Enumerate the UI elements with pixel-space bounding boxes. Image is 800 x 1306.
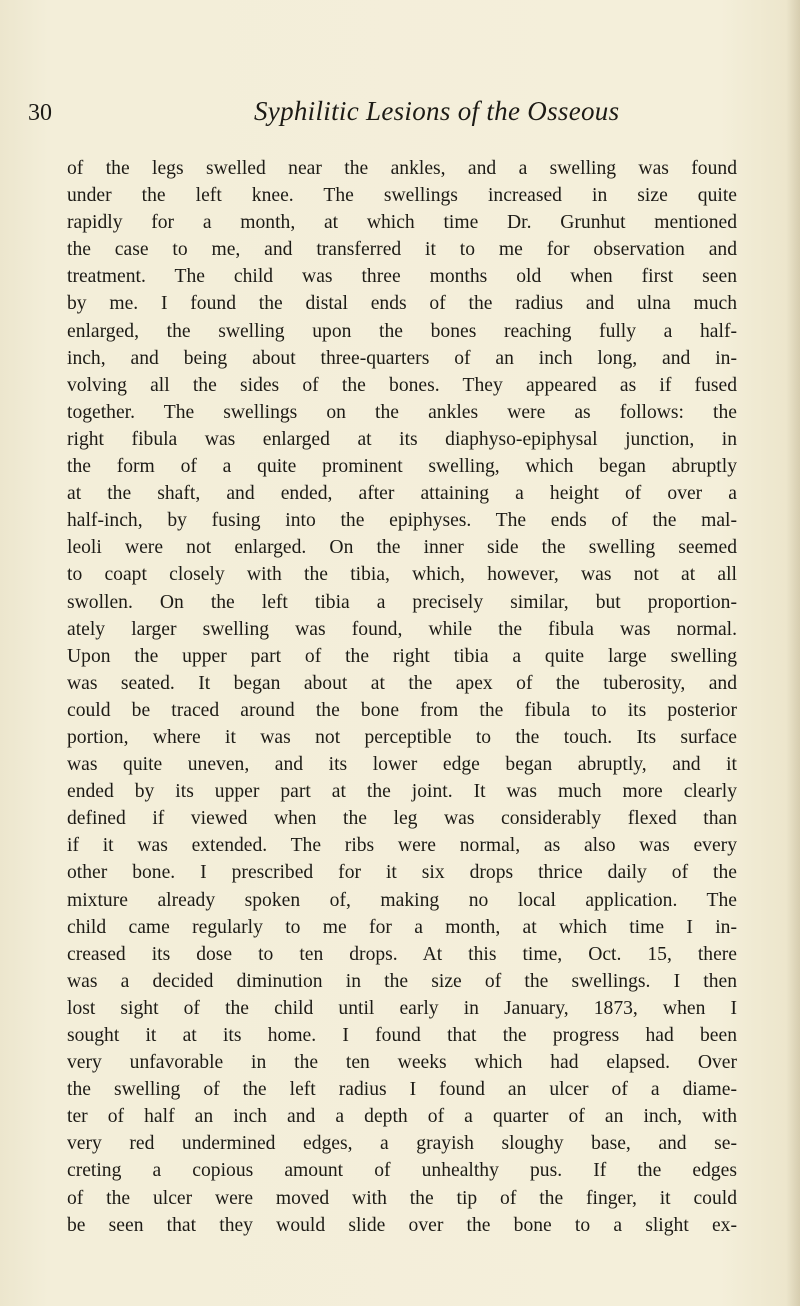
text-line: the swelling of the left radius I found an ulcer of a diame- (67, 1079, 737, 1101)
text-line: at the shaft, and ended, after attaining a height of over a (67, 483, 737, 505)
text-line: of the ulcer were moved with the tip of the finger, it could (67, 1187, 737, 1209)
text-line: by me. I found the distal ends of the radius and ulna much (67, 293, 737, 315)
text-line: if it was extended. The ribs were normal, as also was every (67, 835, 737, 857)
text-line: swollen. On the left tibia a precisely similar, but proportion- (67, 591, 737, 613)
text-line: ter of half an inch and a depth of a quarter of an inch, with (67, 1106, 737, 1128)
page-number: 30 (28, 100, 52, 126)
text-line: treatment. The child was three months old when first seen (67, 266, 737, 288)
text-line: portion, where it was not perceptible to the touch. Its surface (67, 726, 737, 748)
text-line: could be traced around the bone from the fibula to its posterior (67, 699, 737, 721)
text-line: sought it at its home. I found that the progress had been (67, 1025, 737, 1046)
text-line: enlarged, the swelling upon the bones reaching fully a half- (67, 320, 737, 342)
text-line: was seated. It began about at the apex of the tuberosity, and (67, 672, 737, 694)
text-line: ately larger swelling was found, while the fibula was normal. (67, 618, 737, 640)
text-line: was quite uneven, and its lower edge began abruptly, and it (67, 754, 737, 776)
text-line: child came regularly to me for a month, at which time I in- (67, 916, 737, 938)
text-line: right fibula was enlarged at its diaphyso-epiphysal junction, in (67, 428, 737, 450)
text-line: ended by its upper part at the joint. It was much more clearly (67, 781, 737, 803)
text-line: leoli were not enlarged. On the inner side the swelling seemed (67, 537, 737, 559)
text-line: under the left knee. The swellings increased in size quite (67, 185, 737, 207)
text-line: lost sight of the child until early in January, 1873, when I (67, 997, 737, 1019)
text-line: together. The swellings on the ankles were as follows: the (67, 401, 737, 423)
body-text (67, 155, 737, 1239)
text-line: of the legs swelled near the ankles, and a swelling was found (67, 158, 737, 179)
text-line: defined if viewed when the leg was considerably flexed than (67, 808, 737, 830)
page-edge-shadow (786, 0, 800, 1306)
text-line: creting a copious amount of unhealthy pus. If the edges (67, 1160, 737, 1182)
text-line: to coapt closely with the tibia, which, however, was not at all (67, 564, 737, 586)
text-line: volving all the sides of the bones. They appeared as if fused (67, 374, 737, 396)
text-line: the case to me, and transferred it to me for observation and (67, 239, 737, 261)
text-line: very red undermined edges, a grayish sloughy base, and se- (67, 1133, 737, 1155)
page-header (28, 96, 768, 136)
running-title: Syphilitic Lesions of the Osseous (254, 96, 620, 126)
text-line: rapidly for a month, at which time Dr. Grunhut mentioned (67, 212, 737, 234)
text-line: was a decided diminution in the size of the swellings. I then (67, 970, 737, 992)
text-line: very unfavorable in the ten weeks which had elapsed. Over (67, 1052, 737, 1074)
text-line: half-inch, by fusing into the epiphyses. The ends of the mal- (67, 510, 737, 532)
text-line: be seen that they would slide over the bone to a slight ex- (67, 1214, 737, 1236)
text-line: inch, and being about three-quarters of an inch long, and in- (67, 347, 737, 369)
text-line: Upon the upper part of the right tibia a quite large swelling (67, 645, 737, 667)
text-line: mixture already spoken of, making no local application. The (67, 889, 737, 911)
text-line: the form of a quite prominent swelling, which began abruptly (67, 456, 737, 478)
text-line: creased its dose to ten drops. At this time, Oct. 15, there (67, 943, 737, 965)
text-line: other bone. I prescribed for it six drops thrice daily of the (67, 862, 737, 884)
